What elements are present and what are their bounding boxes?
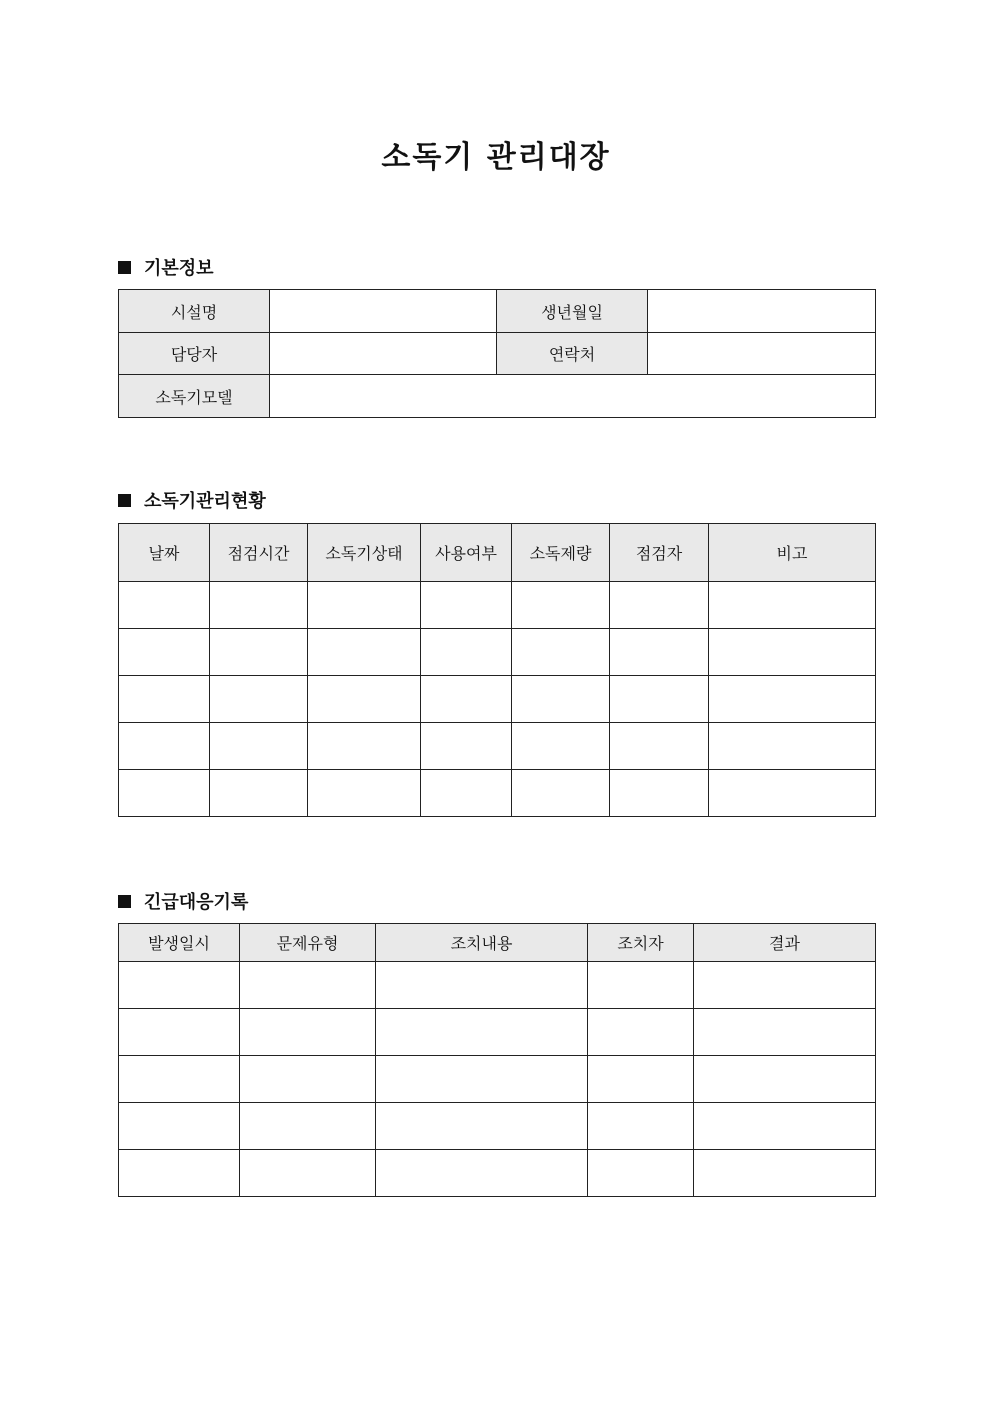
model-label: 소독기모델 bbox=[119, 375, 270, 418]
column-header-handler: 조치자 bbox=[588, 924, 694, 962]
table-cell[interactable] bbox=[512, 676, 610, 723]
emergency-table bbox=[118, 923, 876, 1197]
table-cell[interactable] bbox=[421, 723, 512, 770]
table-cell[interactable] bbox=[694, 1150, 876, 1197]
table-cell[interactable] bbox=[709, 582, 876, 629]
column-header-date: 날짜 bbox=[119, 524, 210, 582]
table-cell[interactable] bbox=[308, 676, 421, 723]
table-cell[interactable] bbox=[694, 1009, 876, 1056]
table-cell[interactable] bbox=[210, 770, 308, 817]
square-bullet-icon bbox=[118, 895, 131, 908]
table-cell[interactable] bbox=[240, 1056, 376, 1103]
basic-info-table bbox=[118, 289, 876, 418]
management-table bbox=[118, 523, 876, 817]
table-cell[interactable] bbox=[610, 629, 709, 676]
table-cell[interactable] bbox=[694, 1056, 876, 1103]
table-cell[interactable] bbox=[240, 1150, 376, 1197]
table-cell[interactable] bbox=[694, 1103, 876, 1150]
table-cell[interactable] bbox=[421, 676, 512, 723]
table-row bbox=[119, 723, 876, 770]
section-heading-emergency bbox=[118, 888, 248, 914]
table-cell[interactable] bbox=[610, 582, 709, 629]
table-row bbox=[119, 582, 876, 629]
table-cell[interactable] bbox=[588, 1009, 694, 1056]
table-cell[interactable] bbox=[588, 1103, 694, 1150]
table-row bbox=[119, 676, 876, 723]
table-cell[interactable] bbox=[709, 770, 876, 817]
table-cell[interactable] bbox=[376, 1009, 588, 1056]
table-cell[interactable] bbox=[119, 962, 240, 1009]
section-heading-basic-label: 기본정보 bbox=[144, 258, 214, 279]
table-row bbox=[119, 770, 876, 817]
column-header-occurred-at: 발생일시 bbox=[119, 924, 240, 962]
contact-field[interactable] bbox=[648, 333, 876, 375]
table-cell[interactable] bbox=[694, 962, 876, 1009]
table-cell[interactable] bbox=[119, 723, 210, 770]
table-cell[interactable] bbox=[210, 676, 308, 723]
table-cell[interactable] bbox=[210, 629, 308, 676]
column-header-device-status: 소독기상태 bbox=[308, 524, 421, 582]
table-row bbox=[119, 1009, 876, 1056]
table-row bbox=[119, 962, 876, 1009]
table-header-row bbox=[119, 924, 876, 962]
column-header-usage: 사용여부 bbox=[421, 524, 512, 582]
section-heading-management-label: 소독기관리현황 bbox=[144, 491, 266, 512]
table-cell[interactable] bbox=[119, 1009, 240, 1056]
table-header-row bbox=[119, 524, 876, 582]
facility-label: 시설명 bbox=[119, 290, 270, 333]
square-bullet-icon bbox=[118, 261, 131, 274]
facility-field[interactable] bbox=[270, 290, 497, 333]
column-header-remarks: 비고 bbox=[709, 524, 876, 582]
column-header-result: 결과 bbox=[694, 924, 876, 962]
table-cell[interactable] bbox=[709, 629, 876, 676]
table-cell[interactable] bbox=[512, 582, 610, 629]
table-cell[interactable] bbox=[308, 770, 421, 817]
table-cell[interactable] bbox=[210, 582, 308, 629]
birth-date-label: 생년월일 bbox=[497, 290, 648, 333]
contact-label: 연락처 bbox=[497, 333, 648, 375]
square-bullet-icon bbox=[118, 494, 131, 507]
table-row bbox=[119, 1056, 876, 1103]
column-header-issue-type: 문제유형 bbox=[240, 924, 376, 962]
table-cell[interactable] bbox=[512, 629, 610, 676]
manager-field[interactable] bbox=[270, 333, 497, 375]
table-cell[interactable] bbox=[376, 962, 588, 1009]
table-cell[interactable] bbox=[376, 1150, 588, 1197]
table-cell[interactable] bbox=[119, 582, 210, 629]
table-cell[interactable] bbox=[119, 1103, 240, 1150]
table-cell[interactable] bbox=[210, 723, 308, 770]
table-row bbox=[119, 290, 876, 333]
table-cell[interactable] bbox=[421, 582, 512, 629]
section-heading-management bbox=[118, 487, 266, 513]
table-cell[interactable] bbox=[240, 1103, 376, 1150]
table-cell[interactable] bbox=[240, 962, 376, 1009]
table-cell[interactable] bbox=[610, 723, 709, 770]
table-cell[interactable] bbox=[119, 770, 210, 817]
table-cell[interactable] bbox=[709, 723, 876, 770]
table-cell[interactable] bbox=[588, 1056, 694, 1103]
table-row bbox=[119, 1150, 876, 1197]
table-cell[interactable] bbox=[119, 676, 210, 723]
table-cell[interactable] bbox=[610, 770, 709, 817]
table-cell[interactable] bbox=[610, 676, 709, 723]
table-cell[interactable] bbox=[308, 629, 421, 676]
column-header-check-time: 점검시간 bbox=[210, 524, 308, 582]
table-cell[interactable] bbox=[709, 676, 876, 723]
page-title: 소독기 관리대장 bbox=[381, 140, 611, 175]
column-header-action-taken: 조치내용 bbox=[376, 924, 588, 962]
column-header-inspector: 점검자 bbox=[610, 524, 709, 582]
table-cell[interactable] bbox=[119, 1150, 240, 1197]
model-field[interactable] bbox=[270, 375, 876, 418]
table-row bbox=[119, 629, 876, 676]
table-cell[interactable] bbox=[119, 1056, 240, 1103]
table-cell[interactable] bbox=[308, 723, 421, 770]
table-cell[interactable] bbox=[308, 582, 421, 629]
table-row bbox=[119, 1103, 876, 1150]
birth-date-field[interactable] bbox=[648, 290, 876, 333]
table-cell[interactable] bbox=[376, 1056, 588, 1103]
manager-label: 담당자 bbox=[119, 333, 270, 375]
table-row bbox=[119, 333, 876, 375]
table-cell[interactable] bbox=[119, 629, 210, 676]
section-heading-emergency-label: 긴급대응기록 bbox=[144, 892, 249, 913]
table-cell[interactable] bbox=[512, 770, 610, 817]
table-cell[interactable] bbox=[512, 723, 610, 770]
table-cell[interactable] bbox=[421, 770, 512, 817]
table-cell[interactable] bbox=[376, 1103, 588, 1150]
section-heading-basic bbox=[118, 254, 214, 280]
table-cell[interactable] bbox=[588, 962, 694, 1009]
table-cell[interactable] bbox=[421, 629, 512, 676]
table-cell[interactable] bbox=[240, 1009, 376, 1056]
table-cell[interactable] bbox=[588, 1150, 694, 1197]
table-row bbox=[119, 375, 876, 418]
column-header-disinfectant-amount: 소독제량 bbox=[512, 524, 610, 582]
